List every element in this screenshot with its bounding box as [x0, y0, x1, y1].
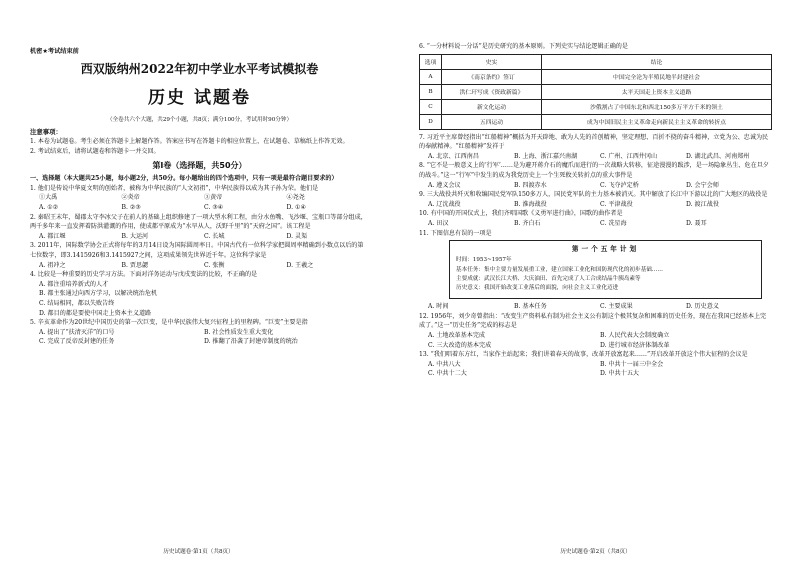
table-row	[420, 99, 772, 114]
exam-title: 西双版纳州2022年初中学业水平考试模拟卷	[80, 62, 319, 76]
exam-info: （全卷共六个大题，共29个小题，共8页；满分100分，考试用时90分钟）	[106, 117, 293, 123]
answer-option[interactable]: A. 时间	[428, 303, 449, 311]
table-row	[420, 114, 772, 129]
answer-option[interactable]: C. 结局相同，都以失败告终	[39, 299, 115, 307]
table-cell: 成为中国旧民主主义革命走向新民主主义革命的转折点	[542, 114, 772, 129]
answer-options	[30, 328, 369, 347]
answer-option[interactable]: ②炎帝	[121, 194, 140, 202]
answer-option[interactable]: D. 进行城市经济体制改革	[600, 341, 670, 349]
table-cell: A	[420, 69, 442, 84]
table-cell: 中国完全沦为半殖民地半封建社会	[542, 69, 772, 84]
question-stem: 6. “一分材料说一分话”是历史研究的基本原则。下列史实与结论逻辑正确的是	[419, 43, 628, 50]
table-cell: 沙俄割占了中国东北和西北150多万平方千米的领土	[542, 99, 772, 114]
answer-option[interactable]: D. 会宁会师	[686, 181, 719, 189]
answer-option[interactable]: B. 都主张通过向西方学习，以解决统治危机	[39, 290, 158, 298]
plan-meaning: 历史意义：我国开始改变工业落后的面貌，向社会主义工业化迈进	[456, 284, 619, 291]
answer-option[interactable]: C. 张衡	[204, 261, 225, 269]
notice-item: 1. 本卷为试题卷。考生必须在答题卡上解题作答。答案应书写在答题卡的相应位置上，在试题卷、草稿纸上作答无效。	[30, 138, 349, 145]
answer-option[interactable]: C. ③④	[204, 203, 224, 211]
table-cell: 太平天国走上资本主义道路	[542, 84, 772, 99]
answer-option[interactable]: C. 中共十二大	[428, 370, 467, 378]
table-cell: 五四运动	[442, 114, 542, 129]
answer-option[interactable]: C. 平津战役	[600, 200, 633, 208]
table-body	[420, 69, 772, 129]
answer-option[interactable]: A. 田汉	[428, 219, 449, 227]
five-year-plan-box	[449, 240, 762, 299]
question-stem: 5. 辛亥革命作为20世纪中国历史的第一次巨变，是中华民族伟大复兴征程上的里程碑。“巨变”主要是指	[30, 319, 308, 327]
question-stem: 8. “它不是一般意义上的‘行军’……是为避开蒋介石的魔爪而进行的一次战略大转移，征途漫漫的跋涉，是一场隐象丛生、危在旦夕的战斗。”这一“行军”中发生的成为我党历史上一个生死攸关转折点的重大事件是	[419, 162, 769, 179]
answer-option[interactable]: A. 提出了“扶清灭洋”的口号	[39, 328, 115, 336]
secret-mark: 机密★考试结束前	[30, 48, 79, 55]
answer-option[interactable]: C. 三大改造的基本完成	[428, 341, 492, 349]
question-list	[419, 133, 772, 239]
answer-options	[30, 261, 369, 271]
answer-option[interactable]: C. 冼星海	[600, 219, 627, 227]
table-header: 选项	[420, 54, 442, 69]
answer-option[interactable]: A. 土地改革基本完成	[428, 331, 486, 339]
answer-options	[419, 331, 772, 350]
answer-options	[30, 193, 369, 203]
exam-page-right	[397, 0, 794, 561]
table-header-row	[420, 54, 772, 69]
question-stem: 2. 秦昭王末年，蜀郡太守李冰父子在前人的基础上组织修建了一项大型水利工程，由分水鱼嘴、飞沙堰、宝瓶口等部分组成，两千多年来一直发挥着防洪灌溉的作用，使成都平原成为“水旱从人，沃野千里”的“天府之国”。该工程是	[30, 213, 367, 231]
answer-option[interactable]: C. 广州、江西井冈山	[600, 152, 658, 160]
answer-option[interactable]: B. 大运河	[121, 232, 149, 240]
answer-options	[419, 302, 772, 312]
answer-option[interactable]: D. 王羲之	[286, 261, 314, 269]
exam-subtitle: 历史 试题卷	[148, 88, 251, 108]
answer-option[interactable]: A. 中共八大	[428, 360, 461, 368]
page-footer: 历史试题卷·第2页（共8页）	[560, 549, 631, 555]
answer-option[interactable]: D. 历史意义	[686, 303, 719, 311]
answer-option[interactable]: A. 都江堰	[39, 232, 66, 240]
table-cell: D	[420, 114, 442, 129]
answer-option[interactable]: ④尧尧	[286, 194, 305, 202]
plan-title: 第一个五年计划	[571, 245, 640, 254]
notice-item: 2. 考试结束后，请将试题卷和答题卡一并交回。	[30, 147, 160, 155]
answer-option[interactable]: D. 都目的都是要使中国走上资本主义道路	[39, 309, 152, 317]
answer-option[interactable]: A. 都注重培养新式的人才	[39, 280, 109, 288]
table-row	[420, 84, 772, 99]
answer-option[interactable]: C. 长城	[204, 232, 225, 240]
question-stem: 12. 1956年，刘少奇曾指出：“改变生产资料私有制为社会主义公有制这个极其复杂和困难的历史任务，现在在我国已经基本上完成了。”这一“历史任务”完成的标志是	[419, 312, 767, 330]
answer-option[interactable]: A. 遵义会议	[428, 181, 461, 189]
answer-option[interactable]: D. 灵渠	[286, 232, 308, 240]
answer-option[interactable]: D. 湖北武昌、河南郑州	[686, 152, 750, 160]
table-header: 结论	[542, 54, 772, 69]
answer-option[interactable]: B. 上海、浙江嘉兴南湖	[514, 152, 578, 160]
section-intro: 一、选择题（本大题共25小题，每小题2分，共50分。每小题给出的四个选项中，只有一项是最符合题目要求的）	[30, 175, 338, 183]
answer-options	[30, 232, 369, 242]
question-stem: 1. 他们是传说中华夏文明的创始者，被称为中华民族的“人文初祖”，中华民族得以成为其子孙为荣。他们是	[30, 184, 319, 192]
answer-option[interactable]: D. 中共十五大	[600, 370, 640, 378]
answer-options	[419, 181, 772, 191]
table-cell: C	[420, 99, 442, 114]
section-title: 第Ⅰ卷（选择题，共50分）	[152, 161, 247, 171]
answer-option[interactable]: ①大禹	[39, 194, 58, 202]
answer-option[interactable]: ③黄帝	[204, 194, 223, 202]
answer-option[interactable]: B. 淮海战役	[514, 200, 547, 208]
question-stem: 11. 下图信息有误的一项是	[419, 229, 492, 237]
plan-result: 主要成就：武汉长江大桥、大庆油田、首先完成了人工合成结晶牛胰岛素等	[456, 275, 641, 282]
history-table	[419, 54, 772, 130]
table-cell: B	[420, 84, 442, 99]
answer-option[interactable]: B. 中共十一届三中全会	[600, 360, 664, 368]
page-footer: 历史试题卷·第1页（共8页）	[163, 549, 234, 555]
answer-option[interactable]: A. ①②	[39, 203, 59, 211]
question-stem: 10. 有中国的开国仪式上，我们齐唱国歌《义勇军进行曲》，国歌的曲作者是	[419, 210, 623, 218]
answer-options	[419, 200, 772, 210]
answer-option[interactable]: B. 基本任务	[514, 303, 547, 311]
plan-task: 基本任务：集中主要力量发展重工业，建立国家工业化和国防现代化的初步基础……	[456, 266, 663, 273]
question-list	[30, 184, 369, 347]
table-row	[420, 69, 772, 84]
answer-option[interactable]: D. 推翻了沿袭了封建帝制度的统治	[204, 338, 298, 346]
plan-time: 时间：1953~1957年	[456, 257, 512, 264]
question-list	[419, 312, 772, 379]
answer-option[interactable]: A. 祖冲之	[39, 261, 66, 269]
question-stem: 4. 比较是一种重要的历史学习方法。下面对洋务运动与戊戌变法的比较，不正确的是	[30, 271, 258, 279]
answer-option[interactable]: A. 辽沈战役	[428, 200, 461, 208]
answer-options	[419, 360, 772, 379]
question-stem: 7. 习近平主席曾经指出“红船精神”概括为开天辟地、敢为人先的首创精神，坚定理想、百折不挠的奋斗精神，立党为公、忠诚为民的奉献精神。“红船精神”发祥于	[419, 133, 769, 151]
answer-option[interactable]: B. 社会性质发生重大变化	[204, 328, 274, 336]
table-cell: 洪仁玕写成《资政新篇》	[442, 84, 542, 99]
answer-options	[419, 152, 772, 162]
answer-option[interactable]: A. 北京、江西南昌	[428, 152, 479, 160]
answer-option[interactable]: D. 聂耳	[686, 219, 707, 227]
answer-options	[30, 280, 369, 318]
table-cell: 《南京条约》签订	[442, 69, 542, 84]
table-cell: 新文化运动	[442, 99, 542, 114]
answer-option[interactable]: B. ②③	[121, 203, 141, 211]
answer-option[interactable]: B. 齐白石	[514, 219, 541, 227]
table-header: 史实	[442, 54, 542, 69]
answer-option[interactable]: C. 完成了反帝反封建的任务	[39, 338, 115, 346]
answer-option[interactable]: D. 渡江战役	[686, 200, 719, 208]
question-stem: 9. 三大战役共歼灭和收编国民党军队150多万人，国民党军队的主力基本被消灭。其中解放了长江中下游以北的广大地区的战役是	[419, 191, 768, 199]
answer-options	[30, 203, 369, 213]
answer-option[interactable]: B. 四渡赤水	[514, 181, 547, 189]
question-stem: 3. 2011年，国际数学协会正式将每年的3月14日设为国际圆周率日。中国古代有一位科学家把圆周率精确到小数点以后的第七位数字，即3.1415926和3.1415927之间，这项成果领先世界近千年。这位科学家是	[30, 242, 364, 259]
answer-option[interactable]: D. ①④	[286, 203, 306, 211]
question-stem: 13. “我们唱着东方红，当家作主站起来；我们讲着春天的故事，改革开放富起来……”开启改革开放这个伟大征程的会议是	[419, 351, 748, 359]
answer-option[interactable]: B. 人民代表大会制度确立	[600, 331, 670, 339]
answer-option[interactable]: B. 贾思勰	[121, 261, 149, 269]
answer-option[interactable]: C. 主要成果	[600, 303, 633, 311]
answer-option[interactable]: C. 飞夺泸定桥	[600, 181, 639, 189]
notice-heading: 注意事项：	[30, 128, 62, 136]
answer-options	[419, 219, 772, 229]
